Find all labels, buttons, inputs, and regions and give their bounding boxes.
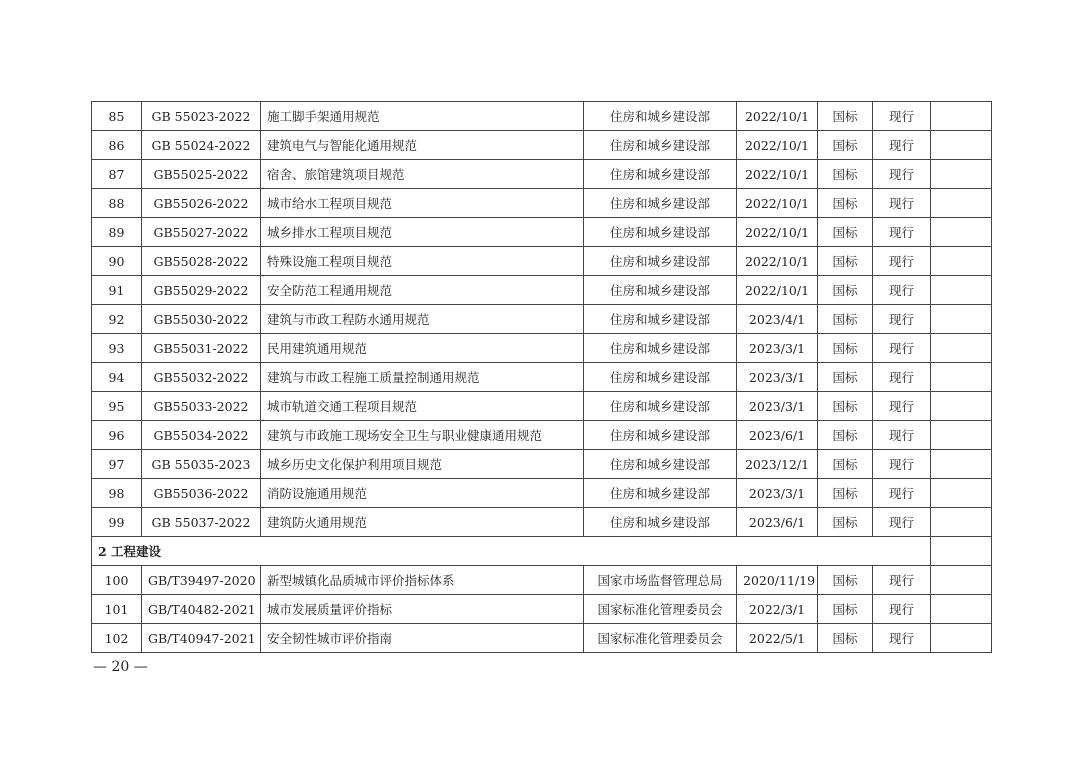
cell-note bbox=[931, 218, 992, 247]
cell-issuing-department: 国家标准化管理委员会 bbox=[584, 624, 737, 653]
cell-number: 92 bbox=[92, 305, 142, 334]
cell-number: 87 bbox=[92, 160, 142, 189]
cell-issuing-department: 住房和城乡建设部 bbox=[584, 189, 737, 218]
cell-effective-date: 2023/3/1 bbox=[737, 392, 818, 421]
table-row bbox=[92, 334, 992, 363]
table-body-engineering bbox=[92, 566, 992, 653]
cell-effective-date: 2023/3/1 bbox=[737, 363, 818, 392]
table-row bbox=[92, 189, 992, 218]
cell-number: 99 bbox=[92, 508, 142, 537]
cell-standard-code: GB55026-2022 bbox=[142, 189, 261, 218]
cell-note bbox=[931, 305, 992, 334]
cell-status: 现行 bbox=[873, 305, 931, 334]
cell-status: 现行 bbox=[873, 479, 931, 508]
cell-standard-name: 建筑与市政工程防水通用规范 bbox=[261, 305, 584, 334]
cell-standard-code: GB55027-2022 bbox=[142, 218, 261, 247]
cell-standard-code: GB/T40482-2021 bbox=[142, 595, 261, 624]
cell-effective-date: 2023/3/1 bbox=[737, 479, 818, 508]
table-row bbox=[92, 218, 992, 247]
cell-issuing-department: 住房和城乡建设部 bbox=[584, 218, 737, 247]
cell-standard-code: GB 55035-2023 bbox=[142, 450, 261, 479]
cell-effective-date: 2022/10/1 bbox=[737, 218, 818, 247]
cell-standard-level: 国标 bbox=[818, 479, 873, 508]
cell-status: 现行 bbox=[873, 363, 931, 392]
cell-number: 101 bbox=[92, 595, 142, 624]
cell-status: 现行 bbox=[873, 566, 931, 595]
cell-effective-date: 2022/3/1 bbox=[737, 595, 818, 624]
cell-number: 95 bbox=[92, 392, 142, 421]
cell-standard-level: 国标 bbox=[818, 276, 873, 305]
cell-number: 90 bbox=[92, 247, 142, 276]
section-row bbox=[92, 537, 992, 566]
cell-standard-name: 城市轨道交通工程项目规范 bbox=[261, 392, 584, 421]
cell-effective-date: 2023/4/1 bbox=[737, 305, 818, 334]
cell-number: 97 bbox=[92, 450, 142, 479]
cell-number: 89 bbox=[92, 218, 142, 247]
cell-standard-name: 城乡排水工程项目规范 bbox=[261, 218, 584, 247]
table-row bbox=[92, 595, 992, 624]
cell-number: 86 bbox=[92, 131, 142, 160]
section-title: 2 工程建设 bbox=[92, 537, 931, 566]
table-row bbox=[92, 450, 992, 479]
cell-standard-level: 国标 bbox=[818, 247, 873, 276]
cell-standard-code: GB55032-2022 bbox=[142, 363, 261, 392]
cell-note bbox=[931, 160, 992, 189]
cell-status: 现行 bbox=[873, 131, 931, 160]
cell-status: 现行 bbox=[873, 160, 931, 189]
cell-standard-code: GB55028-2022 bbox=[142, 247, 261, 276]
cell-standard-level: 国标 bbox=[818, 566, 873, 595]
cell-issuing-department: 国家标准化管理委员会 bbox=[584, 595, 737, 624]
cell-standard-level: 国标 bbox=[818, 450, 873, 479]
cell-standard-name: 城乡历史文化保护利用项目规范 bbox=[261, 450, 584, 479]
cell-note bbox=[931, 479, 992, 508]
cell-issuing-department: 住房和城乡建设部 bbox=[584, 421, 737, 450]
cell-effective-date: 2023/12/1 bbox=[737, 450, 818, 479]
cell-standard-name: 建筑与市政施工现场安全卫生与职业健康通用规范 bbox=[261, 421, 584, 450]
cell-status: 现行 bbox=[873, 102, 931, 131]
cell-standard-name: 城市发展质量评价指标 bbox=[261, 595, 584, 624]
cell-standard-level: 国标 bbox=[818, 363, 873, 392]
cell-note bbox=[931, 450, 992, 479]
table-row bbox=[92, 508, 992, 537]
cell-number: 88 bbox=[92, 189, 142, 218]
table-row bbox=[92, 624, 992, 653]
cell-issuing-department: 住房和城乡建设部 bbox=[584, 392, 737, 421]
cell-standard-level: 国标 bbox=[818, 131, 873, 160]
cell-issuing-department: 住房和城乡建设部 bbox=[584, 102, 737, 131]
cell-standard-code: GB/T39497-2020 bbox=[142, 566, 261, 595]
cell-note bbox=[931, 363, 992, 392]
cell-standard-name: 施工脚手架通用规范 bbox=[261, 102, 584, 131]
cell-status: 现行 bbox=[873, 218, 931, 247]
cell-standard-code: GB55031-2022 bbox=[142, 334, 261, 363]
cell-note bbox=[931, 566, 992, 595]
cell-status: 现行 bbox=[873, 624, 931, 653]
cell-standard-code: GB 55024-2022 bbox=[142, 131, 261, 160]
cell-number: 85 bbox=[92, 102, 142, 131]
table-row bbox=[92, 363, 992, 392]
table-row bbox=[92, 160, 992, 189]
cell-issuing-department: 国家市场监督管理总局 bbox=[584, 566, 737, 595]
cell-issuing-department: 住房和城乡建设部 bbox=[584, 363, 737, 392]
cell-note bbox=[931, 102, 992, 131]
cell-effective-date: 2023/3/1 bbox=[737, 334, 818, 363]
cell-issuing-department: 住房和城乡建设部 bbox=[584, 276, 737, 305]
cell-effective-date: 2022/10/1 bbox=[737, 247, 818, 276]
cell-number: 96 bbox=[92, 421, 142, 450]
cell-effective-date: 2023/6/1 bbox=[737, 421, 818, 450]
cell-effective-date: 2022/5/1 bbox=[737, 624, 818, 653]
cell-effective-date: 2022/10/1 bbox=[737, 102, 818, 131]
cell-note bbox=[931, 392, 992, 421]
cell-standard-level: 国标 bbox=[818, 218, 873, 247]
cell-note bbox=[931, 276, 992, 305]
cell-status: 现行 bbox=[873, 247, 931, 276]
cell-standard-name: 消防设施通用规范 bbox=[261, 479, 584, 508]
cell-note bbox=[931, 595, 992, 624]
cell-issuing-department: 住房和城乡建设部 bbox=[584, 305, 737, 334]
cell-note bbox=[931, 247, 992, 276]
cell-note bbox=[931, 508, 992, 537]
cell-standard-level: 国标 bbox=[818, 392, 873, 421]
cell-standard-name: 特殊设施工程项目规范 bbox=[261, 247, 584, 276]
cell-issuing-department: 住房和城乡建设部 bbox=[584, 131, 737, 160]
cell-standard-code: GB55034-2022 bbox=[142, 421, 261, 450]
cell-note bbox=[931, 421, 992, 450]
cell-standard-code: GB55025-2022 bbox=[142, 160, 261, 189]
cell-status: 现行 bbox=[873, 508, 931, 537]
table-row bbox=[92, 479, 992, 508]
cell-standard-name: 建筑电气与智能化通用规范 bbox=[261, 131, 584, 160]
table-row bbox=[92, 566, 992, 595]
cell-standard-level: 国标 bbox=[818, 102, 873, 131]
cell-standard-level: 国标 bbox=[818, 624, 873, 653]
cell-issuing-department: 住房和城乡建设部 bbox=[584, 508, 737, 537]
table-row bbox=[92, 102, 992, 131]
cell-status: 现行 bbox=[873, 189, 931, 218]
cell-standard-name: 城市给水工程项目规范 bbox=[261, 189, 584, 218]
cell-number: 98 bbox=[92, 479, 142, 508]
table-body-building-codes bbox=[92, 102, 992, 537]
cell-effective-date: 2020/11/19 bbox=[737, 566, 818, 595]
cell-effective-date: 2022/10/1 bbox=[737, 276, 818, 305]
cell-note bbox=[931, 334, 992, 363]
cell-standard-name: 安全韧性城市评价指南 bbox=[261, 624, 584, 653]
cell-standard-level: 国标 bbox=[818, 305, 873, 334]
table-row bbox=[92, 392, 992, 421]
cell-note bbox=[931, 189, 992, 218]
cell-standard-code: GB 55037-2022 bbox=[142, 508, 261, 537]
table-row bbox=[92, 421, 992, 450]
cell-standard-name: 新型城镇化品质城市评价指标体系 bbox=[261, 566, 584, 595]
cell-issuing-department: 住房和城乡建设部 bbox=[584, 247, 737, 276]
cell-standard-code: GB 55023-2022 bbox=[142, 102, 261, 131]
cell-standard-level: 国标 bbox=[818, 421, 873, 450]
cell-standard-name: 安全防范工程通用规范 bbox=[261, 276, 584, 305]
cell-standard-level: 国标 bbox=[818, 508, 873, 537]
cell-standard-level: 国标 bbox=[818, 189, 873, 218]
page-number: — 20 — bbox=[93, 659, 148, 675]
cell-standard-level: 国标 bbox=[818, 160, 873, 189]
cell-standard-level: 国标 bbox=[818, 334, 873, 363]
cell-note bbox=[931, 131, 992, 160]
cell-issuing-department: 住房和城乡建设部 bbox=[584, 479, 737, 508]
cell-issuing-department: 住房和城乡建设部 bbox=[584, 334, 737, 363]
section-row-group bbox=[92, 537, 992, 566]
cell-number: 100 bbox=[92, 566, 142, 595]
table-row bbox=[92, 131, 992, 160]
cell-status: 现行 bbox=[873, 276, 931, 305]
cell-status: 现行 bbox=[873, 334, 931, 363]
cell-number: 93 bbox=[92, 334, 142, 363]
cell-standard-code: GB/T40947-2021 bbox=[142, 624, 261, 653]
cell-standard-name: 宿舍、旅馆建筑项目规范 bbox=[261, 160, 584, 189]
cell-status: 现行 bbox=[873, 421, 931, 450]
cell-number: 94 bbox=[92, 363, 142, 392]
cell-note bbox=[931, 624, 992, 653]
cell-standard-name: 建筑防火通用规范 bbox=[261, 508, 584, 537]
cell-number: 91 bbox=[92, 276, 142, 305]
section-note-cell bbox=[931, 537, 992, 566]
table-row bbox=[92, 305, 992, 334]
cell-status: 现行 bbox=[873, 595, 931, 624]
table-row bbox=[92, 276, 992, 305]
cell-issuing-department: 住房和城乡建设部 bbox=[584, 450, 737, 479]
table-row bbox=[92, 247, 992, 276]
cell-standard-code: GB55033-2022 bbox=[142, 392, 261, 421]
cell-standard-level: 国标 bbox=[818, 595, 873, 624]
cell-effective-date: 2022/10/1 bbox=[737, 189, 818, 218]
cell-status: 现行 bbox=[873, 450, 931, 479]
cell-standard-code: GB55036-2022 bbox=[142, 479, 261, 508]
cell-standard-code: GB55029-2022 bbox=[142, 276, 261, 305]
cell-issuing-department: 住房和城乡建设部 bbox=[584, 160, 737, 189]
cell-standard-name: 民用建筑通用规范 bbox=[261, 334, 584, 363]
cell-standard-name: 建筑与市政工程施工质量控制通用规范 bbox=[261, 363, 584, 392]
cell-standard-code: GB55030-2022 bbox=[142, 305, 261, 334]
cell-number: 102 bbox=[92, 624, 142, 653]
cell-effective-date: 2022/10/1 bbox=[737, 131, 818, 160]
cell-status: 现行 bbox=[873, 392, 931, 421]
cell-effective-date: 2022/10/1 bbox=[737, 160, 818, 189]
cell-effective-date: 2023/6/1 bbox=[737, 508, 818, 537]
standards-table bbox=[91, 101, 992, 653]
